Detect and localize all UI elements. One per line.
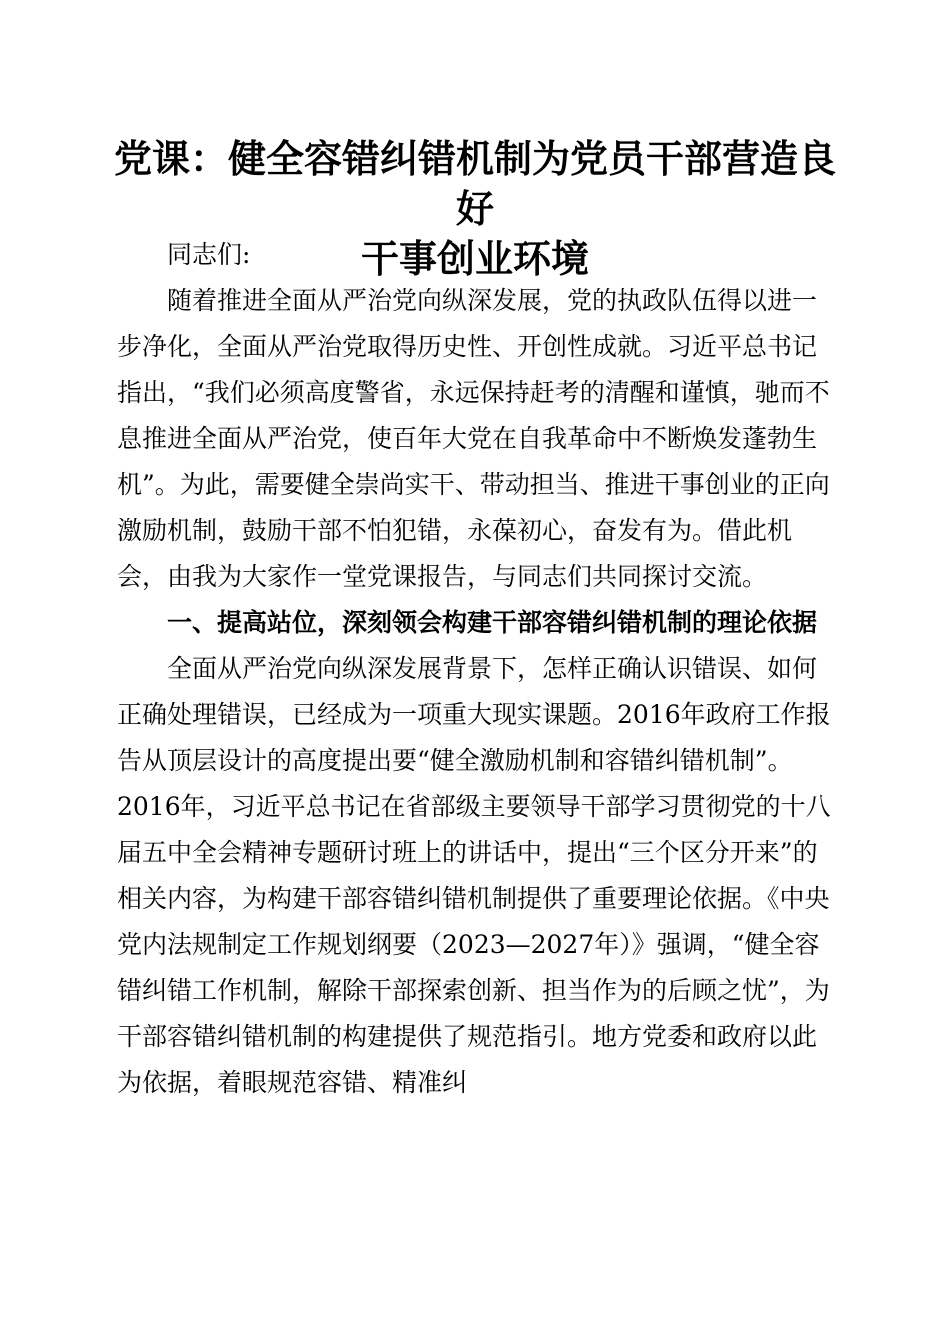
paragraph-intro: 随着推进全面从严治党向纵深发展，党的执政队伍得以进一步净化，全面从严治党取得历史性、开创性成就。习近平总书记指出，“我们必须高度警省，永远保持赶考的清醒和谨慎，驰而不息推进全面从严治党，使百年大党在自我革命中不断焕发蓬勃生机”。为此，需要健全崇尚实干、带动担当、推进干事创业的正向激励机制，鼓励干部不怕犯错，永葆初心，奋发有为。借此机会，由我为大家作一堂党课报告，与同志们共同探讨交流。 bbox=[117, 286, 830, 591]
section-heading-1: 一、提高站位，深刻领会构建干部容错纠错机制的理论依据 bbox=[167, 608, 818, 637]
title-line-1: 党课：健全容错纠错机制为党员干部营造良好 bbox=[113, 136, 836, 231]
paragraph-section-1: 全面从严治党向纵深发展背景下，怎样正确认识错误、如何正确处理错误，已经成为一项重大现实课题。2016年政府工作报告从顶层设计的高度提出要“健全激励机制和容错纠错机制”。2016年，习近平总书记在省部级主要领导干部学习贯彻党的十八届五中全会精神专题研讨班上的讲话中，提出“三个区分开来”的相关内容，为构建干部容错纠错机制提供了重要理论依据。《中央党内法规制定工作规划纲要（2023—2027年）》强调，“健全容错纠错工作机制，解除干部探索创新、担当作为的后顾之忧”，为干部容错纠错机制的构建提供了规范指引。地方党委和政府以此为依据，着眼规范容错、精准纠 bbox=[117, 654, 831, 1097]
title-line-2: 干事创业环境 bbox=[360, 236, 589, 281]
salutation: 同志们: bbox=[167, 240, 251, 269]
document-body bbox=[117, 232, 833, 1106]
